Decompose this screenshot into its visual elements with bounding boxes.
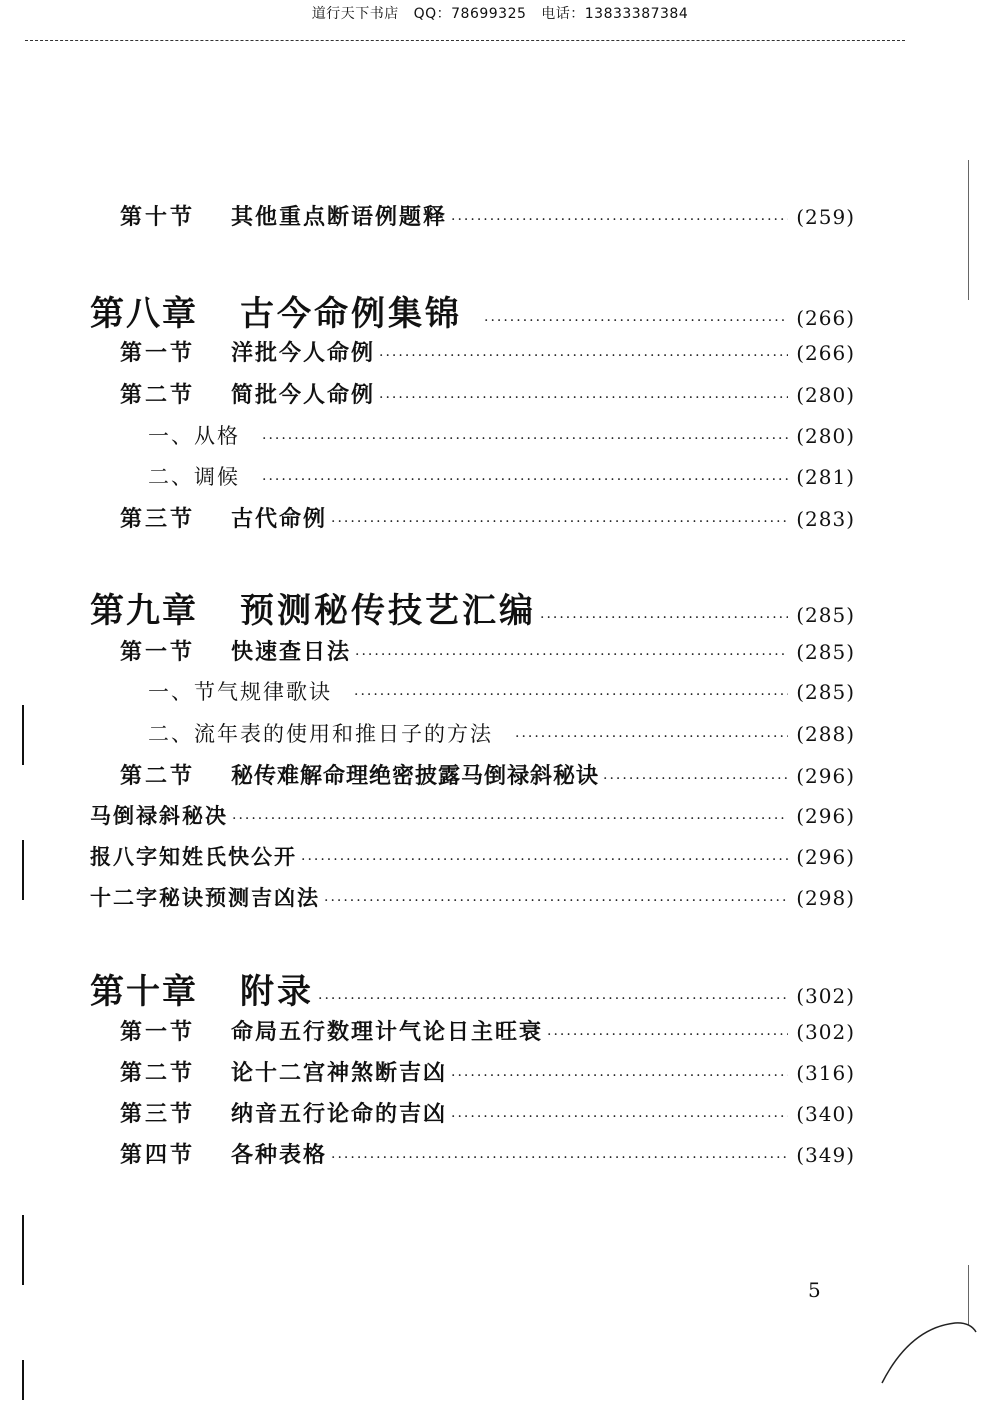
toc-title: 纳音五行论命的吉凶 xyxy=(231,1101,448,1127)
toc-title: 秘传难解命理绝密披露马倒禄斜秘诀 xyxy=(231,763,600,789)
toc-leader xyxy=(318,991,788,1007)
toc-label: 第二节 xyxy=(120,382,196,408)
toc-leader xyxy=(379,348,788,364)
header-rule xyxy=(25,40,905,41)
toc-label: 第八章 xyxy=(90,294,198,334)
toc-entry xyxy=(120,378,855,409)
toc-title: 快速查日法 xyxy=(231,639,352,665)
toc-title: 一、节气规律歌诀 xyxy=(148,680,332,704)
toc-page: (288) xyxy=(796,722,855,746)
toc-entry xyxy=(120,1056,855,1087)
toc-page: (349) xyxy=(796,1143,855,1167)
toc-title: 论十二宫神煞断吉凶 xyxy=(231,1060,448,1086)
toc-page: (340) xyxy=(796,1102,855,1126)
toc-leader xyxy=(484,313,788,329)
toc-entry xyxy=(120,1138,855,1169)
toc-page: (302) xyxy=(796,1020,855,1044)
toc-chapter xyxy=(90,286,855,335)
header-shop: 道行天下书店 xyxy=(311,6,399,22)
toc-entry xyxy=(120,200,855,231)
toc-page: (266) xyxy=(796,341,855,365)
toc-entry xyxy=(90,882,855,912)
toc-label: 第三节 xyxy=(120,1101,196,1127)
toc-entry xyxy=(120,502,855,533)
toc-label: 第一节 xyxy=(120,340,196,366)
toc-label: 第一节 xyxy=(120,1019,196,1045)
page-number: 5 xyxy=(808,1278,821,1302)
scan-mark xyxy=(22,1360,24,1400)
toc-title: 二、调候 xyxy=(148,465,240,489)
toc-entry xyxy=(148,420,855,450)
toc-title: 洋批今人命例 xyxy=(231,340,376,366)
toc-page: (302) xyxy=(796,984,855,1008)
toc-leader xyxy=(540,610,788,626)
toc-label: 第二节 xyxy=(120,1060,196,1086)
toc-page: (280) xyxy=(796,383,855,407)
scan-mark xyxy=(22,1215,24,1285)
toc-entry xyxy=(90,841,855,871)
toc-label: 第一节 xyxy=(120,639,196,665)
toc-leader xyxy=(355,647,788,663)
toc-leader xyxy=(451,1068,788,1084)
toc-entry xyxy=(120,336,855,367)
toc-entry xyxy=(148,718,855,748)
page-header xyxy=(0,3,1000,23)
toc-leader xyxy=(232,811,788,827)
toc-title: 一、从格 xyxy=(148,424,240,448)
scan-curve xyxy=(880,1318,980,1388)
toc-page: (285) xyxy=(796,680,855,704)
toc-title: 十二字秘诀预测吉凶法 xyxy=(90,885,320,910)
scan-mark xyxy=(968,160,969,300)
toc-entry xyxy=(120,759,855,790)
toc-entry xyxy=(120,1015,855,1046)
toc-page: (298) xyxy=(796,886,855,910)
toc-page: (283) xyxy=(796,507,855,531)
toc-leader xyxy=(603,771,788,787)
toc-page: (266) xyxy=(796,306,855,330)
toc-title: 其他重点断语例题释 xyxy=(231,204,448,230)
toc-page: (280) xyxy=(796,424,855,448)
toc-label: 第四节 xyxy=(120,1142,196,1168)
toc-title: 古今命例集锦 xyxy=(240,294,462,334)
toc-page: (316) xyxy=(796,1061,855,1085)
toc-page: (259) xyxy=(796,205,855,229)
toc-page: (285) xyxy=(796,603,855,627)
toc-entry xyxy=(90,800,855,830)
toc-entry xyxy=(120,635,855,666)
toc-title: 附录 xyxy=(240,972,314,1012)
toc-page: (285) xyxy=(796,640,855,664)
toc-title: 简批今人命例 xyxy=(231,382,376,408)
header-phone: 电话：13833387384 xyxy=(541,6,689,22)
toc-leader xyxy=(451,1109,788,1125)
toc-label: 第十章 xyxy=(90,972,198,1012)
toc-leader xyxy=(331,1150,788,1166)
toc-label: 第十节 xyxy=(120,204,196,230)
scan-mark xyxy=(22,705,24,765)
toc-page: (296) xyxy=(796,845,855,869)
toc-leader xyxy=(262,431,788,447)
toc-leader xyxy=(515,729,788,745)
toc-leader xyxy=(262,472,788,488)
toc-entry xyxy=(120,1097,855,1128)
toc-page: (296) xyxy=(796,804,855,828)
toc-title: 二、流年表的使用和推日子的方法 xyxy=(148,722,493,746)
toc-label: 第九章 xyxy=(90,591,198,631)
toc-title: 古代命例 xyxy=(231,506,328,532)
toc-page: (296) xyxy=(796,764,855,788)
toc-leader xyxy=(547,1027,788,1043)
toc-entry xyxy=(148,676,855,706)
toc-title: 各种表格 xyxy=(231,1142,328,1168)
header-qq: QQ：78699325 xyxy=(413,6,527,22)
toc-title: 预测秘传技艺汇编 xyxy=(240,591,536,631)
toc-title: 报八字知姓氏快公开 xyxy=(90,844,297,869)
toc-chapter xyxy=(90,583,855,632)
toc-label: 第二节 xyxy=(120,763,196,789)
toc-chapter xyxy=(90,964,855,1013)
toc-entry xyxy=(148,461,855,491)
toc-leader xyxy=(379,390,788,406)
scan-mark xyxy=(968,1265,969,1325)
toc-leader xyxy=(301,852,788,868)
toc-title: 命局五行数理计气论日主旺衰 xyxy=(231,1019,544,1045)
toc-title: 马倒禄斜秘决 xyxy=(90,803,228,828)
toc-page: (281) xyxy=(796,465,855,489)
toc-leader xyxy=(451,212,788,228)
toc-leader xyxy=(324,893,788,909)
toc-leader xyxy=(354,687,788,703)
toc-label: 第三节 xyxy=(120,506,196,532)
scan-mark xyxy=(22,840,24,900)
toc-leader xyxy=(331,514,788,530)
